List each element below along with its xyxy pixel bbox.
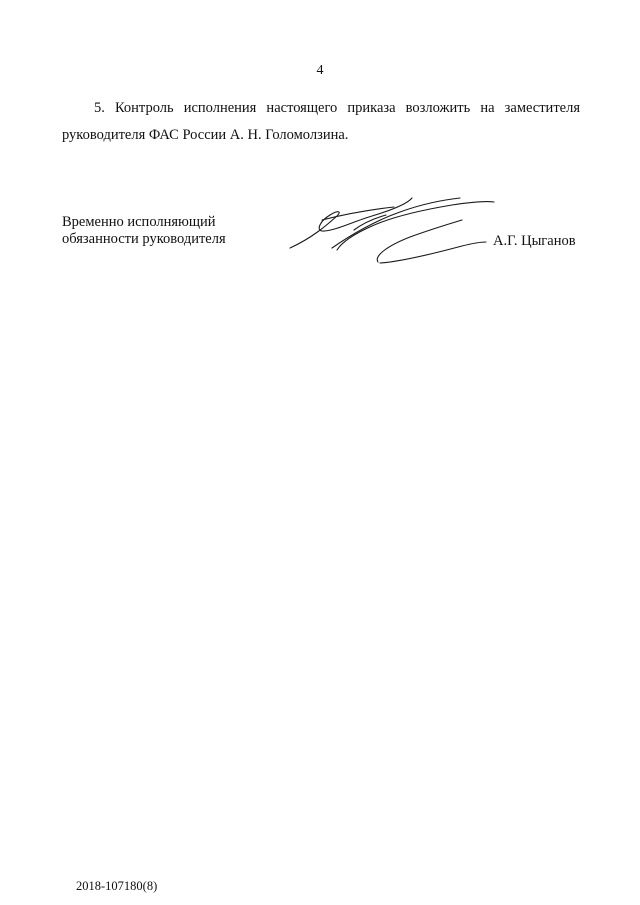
paragraph-line-1: 5. Контроль исполнения настоящего приказа возложить на заместителя [94,100,580,116]
order-paragraph [62,95,580,149]
signatory-title-line-2: обязанности руководителя [62,231,226,247]
signatory-title-line-1: Временно исполняющий [62,214,216,230]
handwritten-signature [282,190,498,268]
signatory-title [62,214,226,248]
signatory-name: А.Г. Цыганов [493,233,576,249]
page-number: 4 [316,63,324,78]
document-code: 2018-107180(8) [76,879,158,893]
paragraph-line-2: руководителя ФАС России А. Н. Голомолзина. [62,127,349,143]
